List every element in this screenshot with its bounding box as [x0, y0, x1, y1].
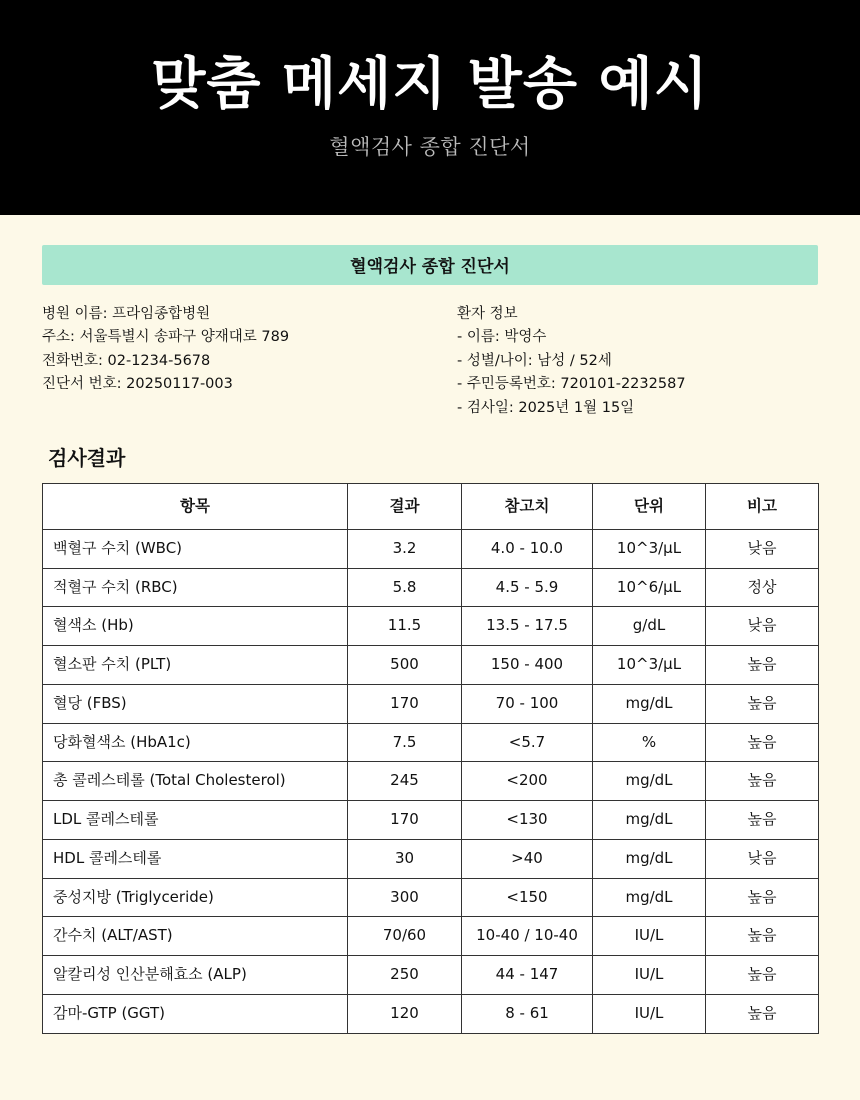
cell-reference: 4.5 - 5.9 [462, 568, 593, 607]
document-number: 진단서 번호: 20250117-003 [42, 376, 233, 393]
cell-unit: 10^3/μL [593, 646, 706, 685]
cell-unit: 10^3/μL [593, 529, 706, 568]
patient-info [457, 303, 818, 420]
table-row [43, 762, 819, 801]
cell-item: 감마-GTP (GGT) [43, 994, 348, 1033]
table-row [43, 801, 819, 840]
table-row [43, 917, 819, 956]
table-header-row [43, 484, 819, 529]
cell-result: 500 [348, 646, 462, 685]
cell-reference: 8 - 61 [462, 994, 593, 1033]
cell-note: 낮음 [706, 607, 819, 646]
cell-note: 낮음 [706, 839, 819, 878]
table-row [43, 878, 819, 917]
cell-reference: 70 - 100 [462, 684, 593, 723]
cell-unit: g/dL [593, 607, 706, 646]
cell-note: 높음 [706, 956, 819, 995]
column-header-result: 결과 [348, 484, 462, 529]
results-table-body [43, 529, 819, 1033]
banner-title: 맞춤 메세지 발송 예시 [151, 51, 709, 117]
cell-item: 백혈구 수치 (WBC) [43, 529, 348, 568]
header-banner [0, 0, 860, 215]
cell-item: 당화혈색소 (HbA1c) [43, 723, 348, 762]
results-table [42, 483, 819, 1033]
hospital-phone: 전화번호: 02-1234-5678 [42, 352, 211, 369]
cell-reference: >40 [462, 839, 593, 878]
cell-unit: mg/dL [593, 762, 706, 801]
table-row [43, 839, 819, 878]
cell-reference: 10-40 / 10-40 [462, 917, 593, 956]
cell-note: 높음 [706, 801, 819, 840]
cell-note: 높음 [706, 723, 819, 762]
patient-info-heading: 환자 정보 [457, 306, 518, 322]
table-row [43, 994, 819, 1033]
cell-item: 중성지방 (Triglyceride) [43, 878, 348, 917]
patient-gender-age: - 성별/나이: 남성 / 52세 [457, 352, 612, 369]
patient-resident-id: - 주민등록번호: 720101-2232587 [457, 376, 686, 393]
cell-unit: 10^6/μL [593, 568, 706, 607]
info-row [42, 303, 818, 420]
table-row [43, 646, 819, 685]
document-body [0, 215, 860, 1034]
table-row [43, 529, 819, 568]
cell-note: 높음 [706, 878, 819, 917]
cell-item: 적혈구 수치 (RBC) [43, 568, 348, 607]
cell-result: 170 [348, 801, 462, 840]
table-row [43, 723, 819, 762]
cell-note: 높음 [706, 684, 819, 723]
cell-result: 5.8 [348, 568, 462, 607]
column-header-unit: 단위 [593, 484, 706, 529]
cell-note: 높음 [706, 917, 819, 956]
cell-result: 3.2 [348, 529, 462, 568]
hospital-info [42, 303, 457, 420]
cell-item: 혈당 (FBS) [43, 684, 348, 723]
column-header-reference: 참고치 [462, 484, 593, 529]
cell-result: 245 [348, 762, 462, 801]
cell-result: 170 [348, 684, 462, 723]
cell-result: 11.5 [348, 607, 462, 646]
table-row [43, 956, 819, 995]
cell-unit: IU/L [593, 917, 706, 956]
cell-item: 총 콜레스테롤 (Total Cholesterol) [43, 762, 348, 801]
cell-reference: <150 [462, 878, 593, 917]
cell-note: 높음 [706, 762, 819, 801]
cell-reference: <5.7 [462, 723, 593, 762]
cell-reference: 44 - 147 [462, 956, 593, 995]
patient-exam-date: - 검사일: 2025년 1월 15일 [457, 399, 635, 416]
cell-unit: IU/L [593, 956, 706, 995]
document-title-bar: 혈액검사 종합 진단서 [42, 245, 818, 285]
cell-item: 혈색소 (Hb) [43, 607, 348, 646]
cell-unit: mg/dL [593, 878, 706, 917]
cell-reference: <130 [462, 801, 593, 840]
cell-item: 혈소판 수치 (PLT) [43, 646, 348, 685]
cell-result: 250 [348, 956, 462, 995]
column-header-item: 항목 [43, 484, 348, 529]
cell-item: 간수치 (ALT/AST) [43, 917, 348, 956]
results-section-title: 검사결과 [48, 446, 126, 471]
hospital-address: 주소: 서울특별시 송파구 양재대로 789 [42, 329, 290, 346]
cell-unit: mg/dL [593, 839, 706, 878]
cell-unit: % [593, 723, 706, 762]
cell-unit: mg/dL [593, 684, 706, 723]
cell-reference: 150 - 400 [462, 646, 593, 685]
table-row [43, 568, 819, 607]
column-header-note: 비고 [706, 484, 819, 529]
cell-item: HDL 콜레스테롤 [43, 839, 348, 878]
cell-result: 70/60 [348, 917, 462, 956]
cell-result: 300 [348, 878, 462, 917]
cell-note: 정상 [706, 568, 819, 607]
cell-reference: 4.0 - 10.0 [462, 529, 593, 568]
cell-note: 낮음 [706, 529, 819, 568]
cell-item: LDL 콜레스테롤 [43, 801, 348, 840]
cell-unit: IU/L [593, 994, 706, 1033]
cell-unit: mg/dL [593, 801, 706, 840]
cell-result: 7.5 [348, 723, 462, 762]
cell-item: 알칼리성 인산분해효소 (ALP) [43, 956, 348, 995]
table-row [43, 607, 819, 646]
cell-note: 높음 [706, 646, 819, 685]
banner-subtitle: 혈액검사 종합 진단서 [329, 135, 531, 160]
table-row [43, 684, 819, 723]
cell-result: 120 [348, 994, 462, 1033]
cell-reference: <200 [462, 762, 593, 801]
hospital-name: 병원 이름: 프라임종합병원 [42, 306, 211, 322]
cell-reference: 13.5 - 17.5 [462, 607, 593, 646]
cell-note: 높음 [706, 994, 819, 1033]
cell-result: 30 [348, 839, 462, 878]
patient-name: - 이름: 박영수 [457, 329, 547, 346]
